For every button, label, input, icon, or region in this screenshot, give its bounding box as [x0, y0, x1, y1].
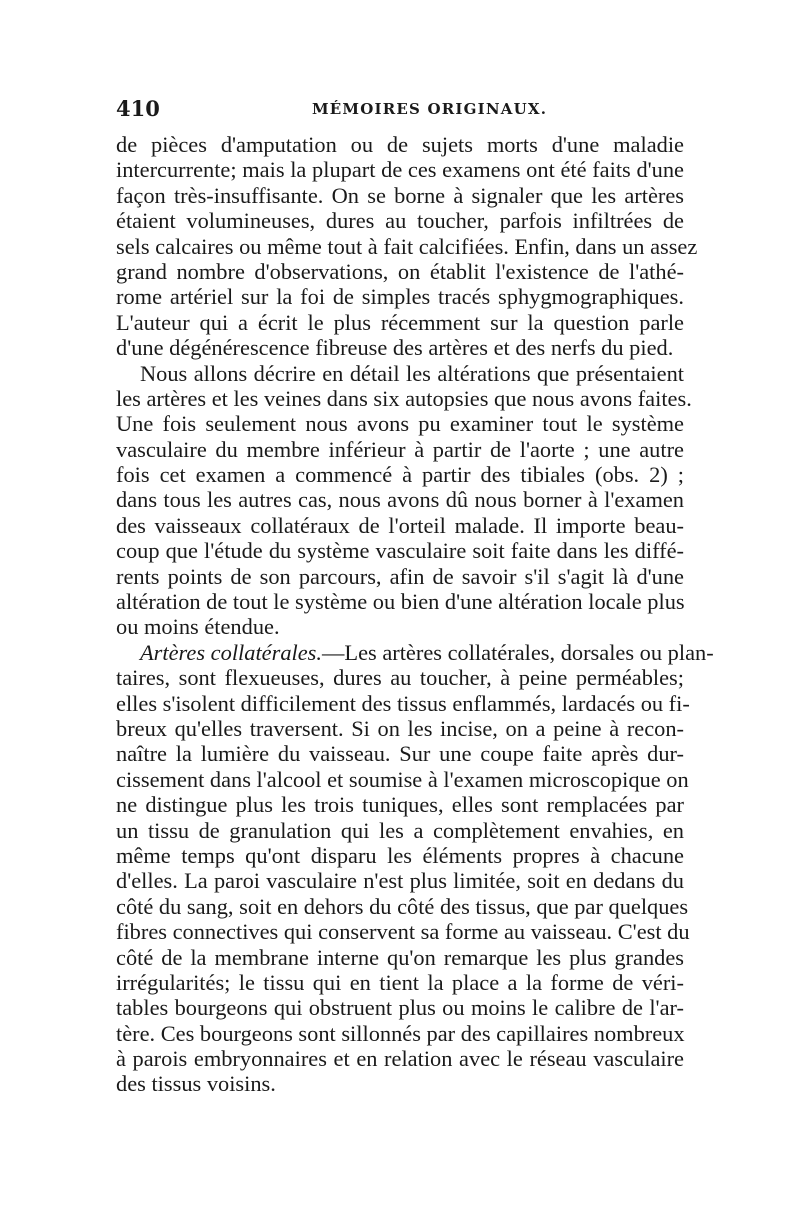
text-line: de pièces d'amputation ou de sujets morts d'une maladie: [116, 132, 684, 157]
text-line: des vaisseaux collatéraux de l'orteil malade. Il importe beau-: [116, 512, 684, 538]
body-text: [116, 132, 714, 1097]
text-line: façon très-insuffisante. On se borne à signaler que les artères: [116, 182, 684, 208]
text-fragment: —Les artères collatérales, dorsales ou plan-: [322, 639, 714, 665]
text-line: côté de la membrane interne qu'on remarque les plus grandes: [116, 944, 684, 970]
text-line: ne distingue plus les trois tuniques, elles sont remplacées par: [116, 792, 684, 818]
text-line: irrégularités; le tissu qui en tient la place a la forme de véri-: [116, 969, 684, 995]
text-line: naître la lumière du vaisseau. Sur une coupe faite après dur-: [116, 741, 684, 767]
text-line: coup que l'étude du système vasculaire soit faite dans les diffé-: [116, 538, 684, 564]
text-line: tère. Ces bourgeons sont sillonnés par des capillaires nombreux: [116, 1020, 685, 1046]
text-line: Nous allons décrire en détail les altérations que présentaient: [140, 360, 684, 386]
text-line: tables bourgeons qui obstruent plus ou moins le calibre de l'ar-: [116, 995, 684, 1021]
paragraph-2: [116, 360, 692, 640]
text-line: étaient volumineuses, dures au toucher, parfois infiltrées de: [116, 208, 684, 234]
text-line: intercurrente; mais la plupart de ces examens ont été faits d'une: [116, 157, 684, 183]
text-line: rome artériel sur la foi de simples tracés sphygmographiques.: [116, 284, 684, 310]
text-line: vasculaire du membre inférieur à partir de l'aorte ; une autre: [116, 436, 684, 462]
text-line: L'auteur qui a écrit le plus récemment sur la question parle: [116, 309, 684, 335]
text-line: [116, 639, 714, 665]
section-lead: Artères collatérales.: [140, 639, 322, 665]
text-line: grand nombre d'observations, on établit l'existence de l'athé-: [116, 258, 684, 284]
running-head: MÉMOIRES ORIGINAUX.: [312, 100, 548, 118]
text-line: les artères et les veines dans six autopsies que nous avons faites.: [116, 385, 692, 411]
text-line: elles s'isolent difficilement des tissus enflammés, lardacés ou fi-: [116, 690, 690, 716]
text-line: à parois embryonnaires et en relation avec le réseau vasculaire: [116, 1046, 684, 1072]
page-header: [116, 96, 690, 126]
paragraph-1: [116, 132, 698, 361]
text-line: d'elles. La paroi vasculaire n'est plus limitée, soit en dedans du: [116, 868, 684, 894]
text-line: côté du sang, soit en dehors du côté des tissus, que par quelques: [116, 893, 689, 919]
text-line: taires, sont flexueuses, dures au toucher, à peine perméables;: [116, 665, 684, 691]
text-line: rents points de son parcours, afin de savoir s'il s'agit là d'une: [116, 563, 684, 589]
text-line: sels calcaires ou même tout à fait calcifiées. Enfin, dans un assez: [116, 233, 698, 259]
text-line: des tissus voisins.: [116, 1071, 276, 1097]
text-line: dans tous les autres cas, nous avons dû nous borner à l'examen: [116, 487, 684, 513]
paragraph-3: [116, 639, 714, 1097]
text-line: un tissu de granulation qui les a complètement envahies, en: [116, 817, 684, 843]
text-line: ou moins étendue.: [116, 614, 280, 640]
text-line: cissement dans l'alcool et soumise à l'examen microscopique on: [116, 766, 689, 792]
text-line: fois cet examen a commencé à partir des tibiales (obs. 2) ;: [116, 462, 684, 488]
page-number: 410: [116, 96, 160, 121]
text-line: fibres connectives qui conservent sa forme au vaisseau. C'est du: [116, 919, 690, 945]
text-line: altération de tout le système ou bien d'une altération locale plus: [116, 589, 685, 615]
text-line: breux qu'elles traversent. Si on les incise, on a peine à recon-: [116, 715, 684, 741]
text-line: même temps qu'ont disparu les éléments propres à chacune: [116, 842, 684, 868]
text-line: d'une dégénérescence fibreuse des artères et des nerfs du pied.: [116, 335, 674, 361]
text-line: Une fois seulement nous avons pu examiner tout le système: [116, 411, 684, 437]
